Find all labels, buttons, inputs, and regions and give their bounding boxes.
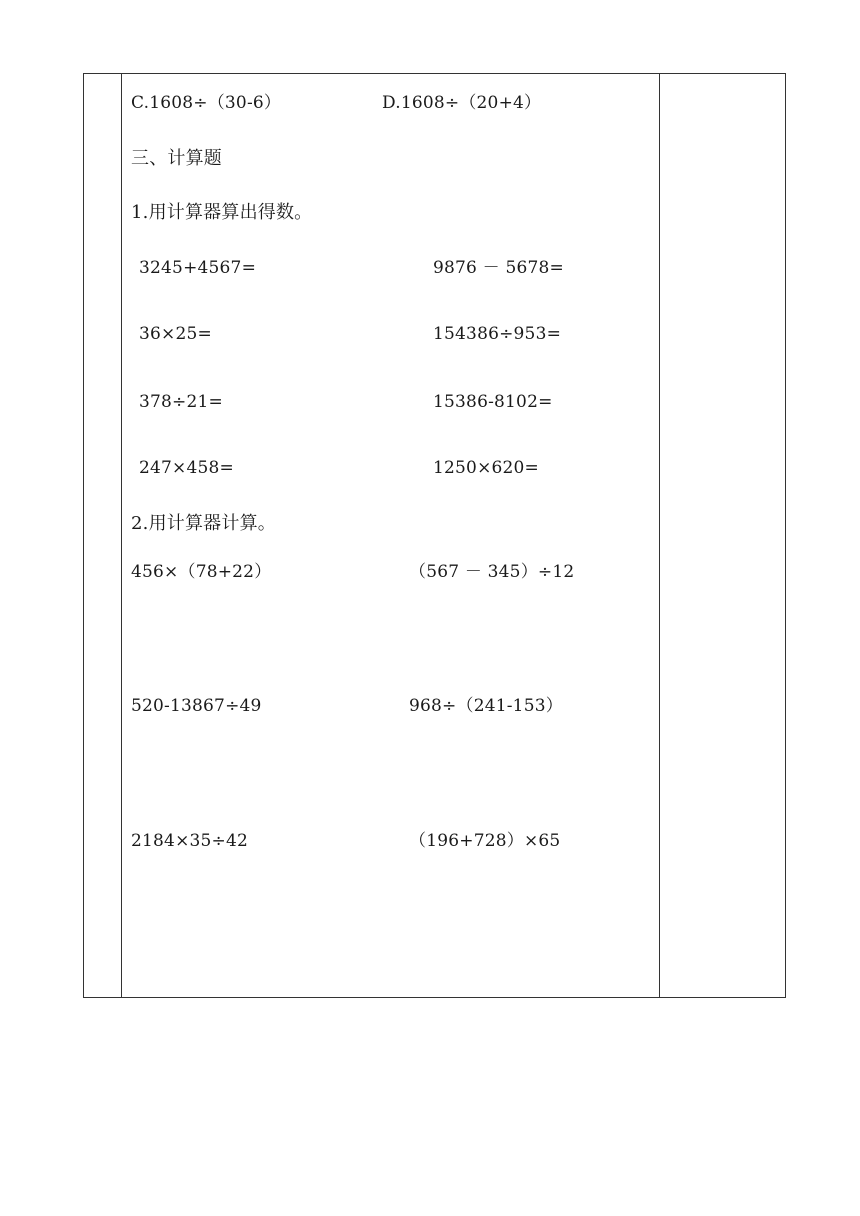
part2-title: 2.用计算器计算。 (131, 513, 276, 534)
left-column-divider (121, 74, 122, 997)
option-c: C.1608÷（30-6） (131, 93, 282, 113)
calc-expression: 456×（78+22） (131, 562, 272, 582)
calc-item: 247×458= (139, 458, 234, 478)
calc-item: 3245+4567= (139, 258, 257, 278)
calc-expression: （196+728）×65 (409, 831, 561, 851)
right-column-divider (659, 74, 660, 997)
calc-item: 378÷21= (139, 392, 223, 412)
calc-expression: 520-13867÷49 (131, 696, 262, 716)
calc-expression: 968÷（241-153） (409, 696, 563, 716)
calc-item: 36×25= (139, 324, 212, 344)
calc-item: 154386÷953= (433, 324, 562, 344)
calc-expression: 2184×35÷42 (131, 831, 249, 851)
section-title: 三、计算题 (131, 148, 222, 169)
calc-expression: （567 － 345）÷12 (409, 562, 575, 582)
option-d: D.1608÷（20+4） (382, 93, 542, 113)
part1-title: 1.用计算器算出得数。 (131, 202, 313, 223)
calc-item: 1250×620= (433, 458, 539, 478)
calc-item: 15386-8102= (433, 392, 553, 412)
calc-item: 9876 － 5678= (433, 258, 564, 278)
